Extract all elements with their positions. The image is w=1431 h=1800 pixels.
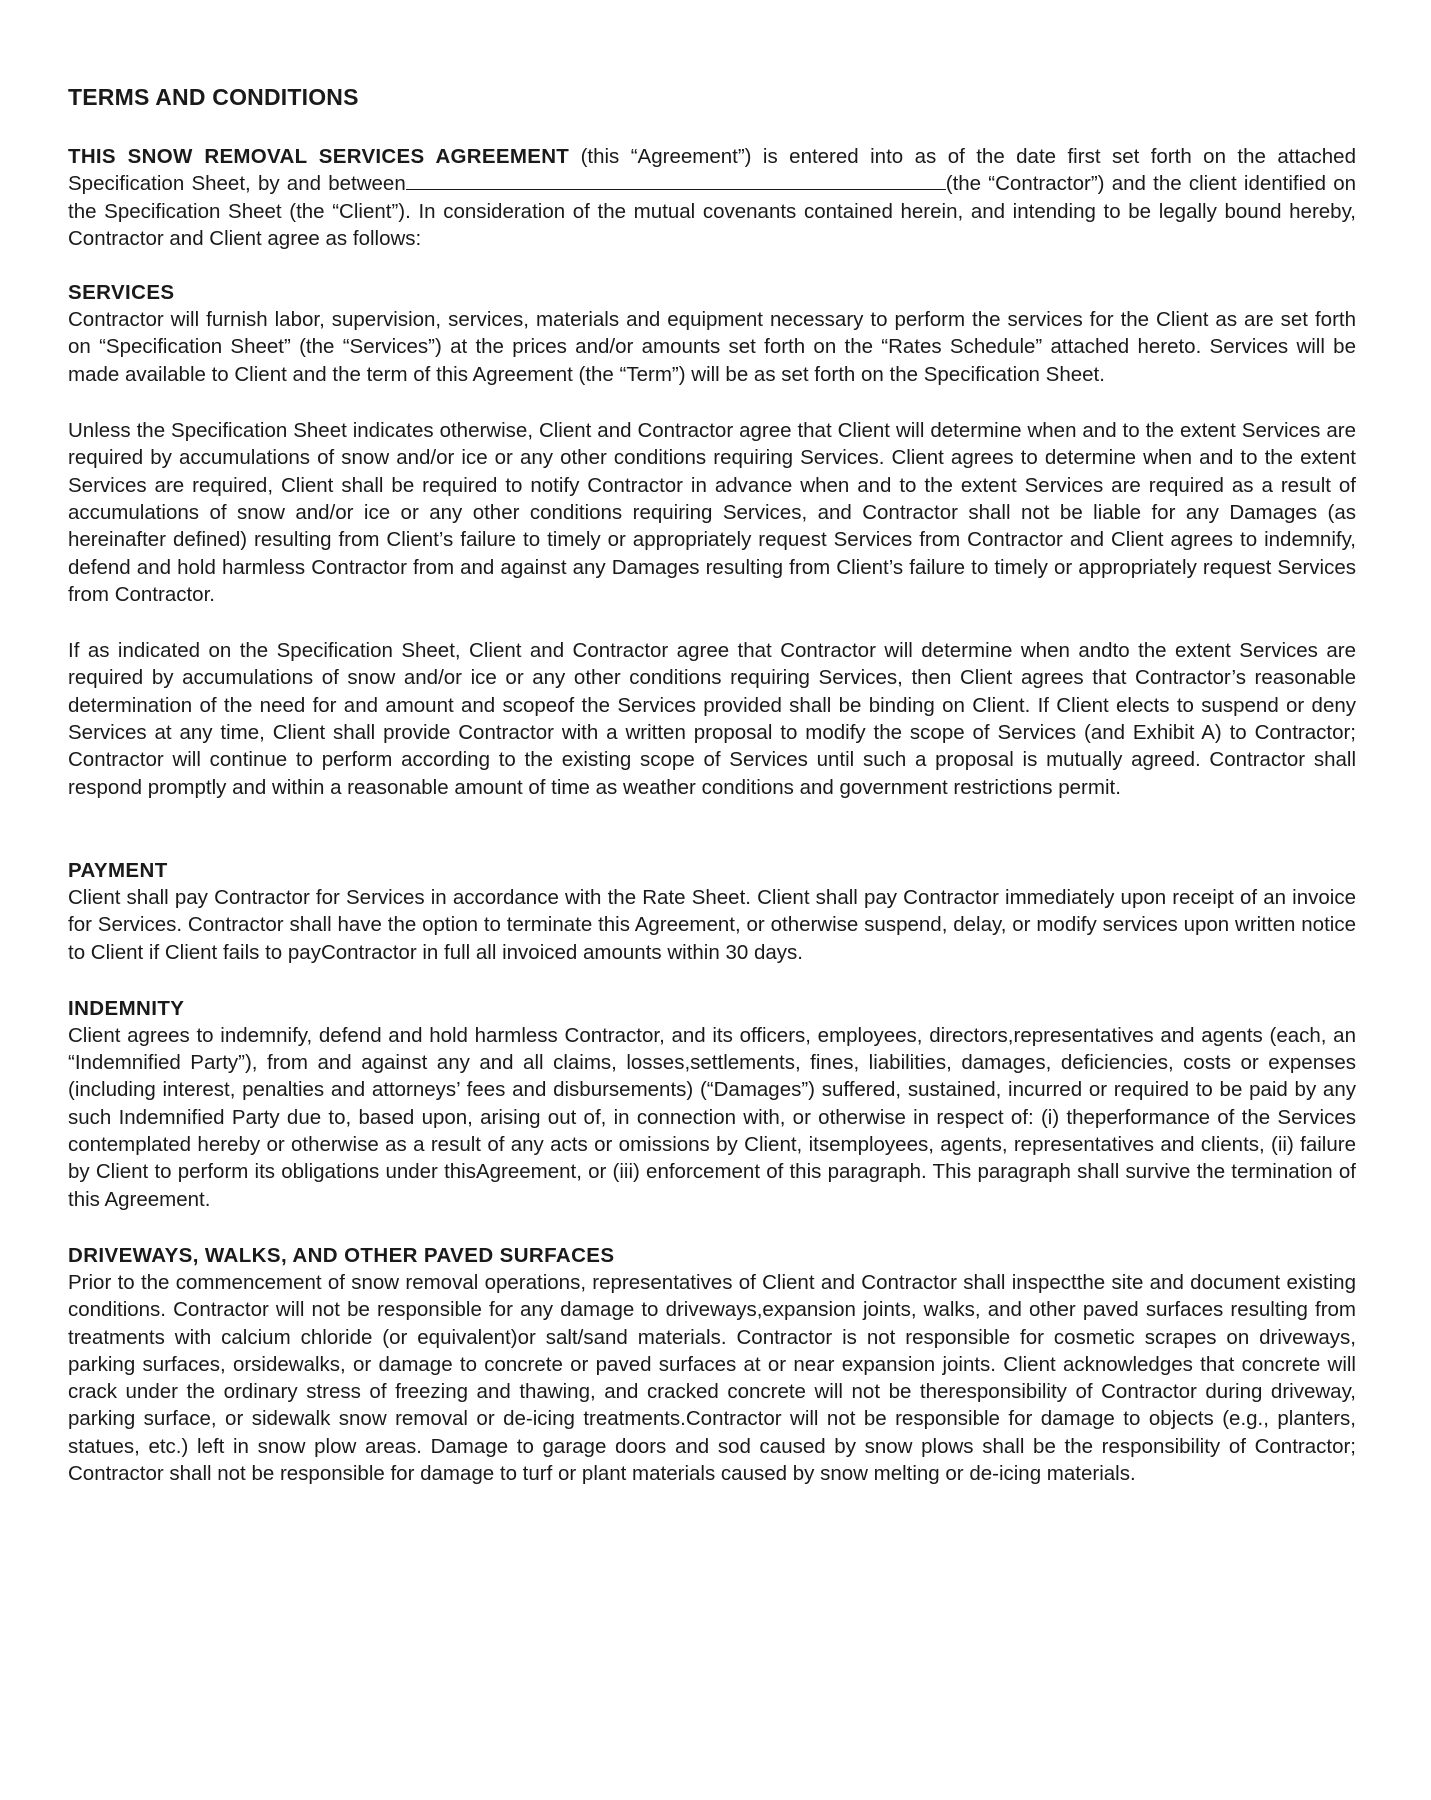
intro-text-1: (this “Agreement”) is entered into as of the date first set forth on the attached Specification Sheet, by and between bbox=[68, 145, 1356, 196]
driveways-paragraph: Prior to the commencement of snow removal operations, representatives of Client and Contractor shall inspectthe site and document existing conditions. Contractor will not be responsible for any damage to driveways,expansion joints, walks, and other paved surfaces resulting from treatments with calcium chloride (or equivalent)or salt/sand materials. Contractor is not responsible for cosmetic scrapes on driveways, parking surfaces, orsidewalks, or damage to concrete or paved surfaces at or near expansion joints. Client acknowledges that concrete will crack under the ordinary stress of freezing and thawing, and cracked concrete will not be theresponsibility of Contractor during driveway, parking surface, or sidewalk snow removal or de-icing treatments.Contractor will not be responsible for damage to objects (e.g., planters, statues, etc.) left in snow plow areas. Damage to garage doors and sod caused by snow plows shall be the responsibility of Contractor; Contractor shall not be responsible for damage to turf or plant materials caused by snow melting or de-icing materials. bbox=[68, 1270, 1356, 1485]
document-title: TERMS AND CONDITIONS bbox=[68, 84, 359, 110]
services-heading: SERVICES bbox=[68, 281, 175, 305]
services-paragraph: Contractor will furnish labor, supervision, services, materials and equipment necessary to perform the services for the Client as are set forth on “Specification Sheet” (the “Services”) at the prices and/or amounts set forth on the “Rates Schedule” attached hereto. Services will be made available to Client and the term of this Agreement (the “Term”) will be as set forth on the Specification Sheet. bbox=[68, 308, 1356, 386]
indemnity-paragraph: Client agrees to indemnify, defend and hold harmless Contractor, and its officers, employees, directors,representatives and agents (each, an “Indemnified Party”), from and against any and all claims, losses,settlements, fines, liabilities, damages, deficiencies, costs or expenses (including interest, penalties and attorneys’ fees and disbursements) (“Damages”) suffered, sustained, incurred or required to be paid by any such Indemnified Party due to, based upon, arising out of, in connection with, or otherwise in respect of: (i) theperformance of the Services contemplated hereby or otherwise as a result of any acts or omissions by Client, itsemployees, agents, representatives and clients, (ii) failure by Client to perform its obligations under thisAgreement, or (iii) enforcement of this paragraph. This paragraph shall survive the termination of this Agreement. bbox=[68, 1023, 1356, 1211]
payment-heading: PAYMENT bbox=[68, 858, 168, 882]
services-paragraph: Unless the Specification Sheet indicates otherwise, Client and Contractor agree that Client will determine when and to the extent Services are required by accumulations of snow and/or ice or any other conditions requiring Services. Client agrees to determine when and to the extent Services are required, Client shall be required to notify Contractor in advance when and to the extent Services are required as a result of accumulations of snow and/or ice or any other conditions requiring Services, and Contractor shall not be liable for any Damages (as hereinafter defined) resulting from Client’s failure to timely or appropriately request Services from Contractor and Client agrees to indemnify, defend and hold harmless Contractor from and against any Damages resulting from Client’s failure to timely or appropriately request Services from Contractor. bbox=[68, 419, 1356, 606]
payment-paragraph: Client shall pay Contractor for Services in accordance with the Rate Sheet. Client shall pay Contractor immediately upon receipt of an invoice for Services. Contractor shall have the option to terminate this Agreement, or otherwise suspend, delay, or modify services upon written notice to Client if Client fails to payContractor in full all invoiced amounts within 30 days. bbox=[68, 885, 1356, 964]
intro-text-2: (the “Contractor”) and the client identified on the Specification Sheet (the “Client”). In consideration of the mutual covenants contained herein, and intending to be legally bound hereby, Contractor and Client agree as follows: bbox=[68, 172, 1356, 250]
indemnity-heading: INDEMNITY bbox=[68, 996, 185, 1020]
agreement-lead: THIS SNOW REMOVAL SERVICES AGREEMENT bbox=[68, 145, 570, 168]
document-page bbox=[68, 84, 1356, 1487]
intro-paragraph bbox=[68, 143, 1356, 252]
contractor-name-blank bbox=[406, 171, 946, 190]
services-paragraph: If as indicated on the Specification Sheet, Client and Contractor agree that Contractor will determine when andto the extent Services are required by accumulations of snow and/or ice or any other conditions requiring Services, then Client agrees that Contractor’s reasonable determination of the need for and amount and scopeof the Services provided shall be binding on Client. If Client elects to suspend or deny Services at any time, Client shall provide Contractor with a written proposal to modify the scope of Services (and Exhibit A) to Contractor; Contractor will continue to perform according to the existing scope of Services until such a proposal is mutually agreed. Contractor shall respond promptly and within a reasonable amount of time as weather conditions and government restrictions permit. bbox=[68, 639, 1356, 799]
driveways-heading: DRIVEWAYS, WALKS, AND OTHER PAVED SURFACES bbox=[68, 1243, 615, 1267]
